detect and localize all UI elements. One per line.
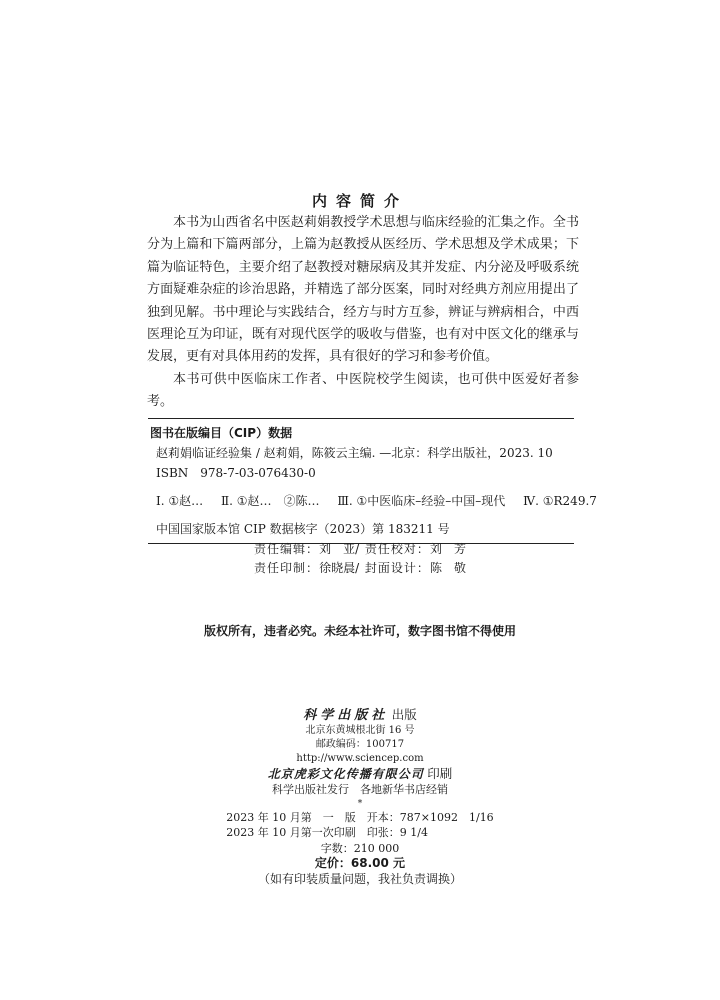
publisher-line: [0, 707, 720, 724]
printer-name: 北京虎彩文化传播有限公司: [267, 766, 424, 781]
website: http://www.sciencep.com: [296, 752, 424, 764]
publisher-address: 北京东黄城根北街 16 号: [305, 724, 415, 736]
edition-stats: [226, 810, 493, 841]
cip-title-line: 赵莉娟临证经验集 / 赵莉娟，陈筱云主编. —北京：科学出版社，2023. 10: [156, 446, 553, 460]
editor-line: [0, 559, 720, 578]
copyright-notice: 版权所有，违者必究。未经本社许可，数字图书馆不得使用: [203, 624, 516, 638]
printing-line: 2023 年 10 月第一次印刷 印张：9 1/4: [226, 826, 428, 839]
cip-class-item: Ⅲ. ①中医临床–经验–中国–现代: [337, 494, 506, 508]
editor-role: 责任编辑：: [254, 542, 320, 556]
proofreader-name: 刘 芳: [429, 542, 466, 556]
editor-name: 刘 亚: [319, 542, 356, 556]
cip-class-item: Ⅱ. ①赵… ②陈…: [220, 494, 320, 508]
price: 定价：68.00 元: [314, 856, 406, 870]
word-count: 字数：210 000: [320, 841, 400, 855]
editor-credits: [0, 540, 720, 578]
editor-line: [0, 540, 720, 559]
summary-paragraph: 本书可供中医临床工作者、中医院校学生阅读，也可供中医爱好者参考。: [147, 371, 579, 410]
cip-record: 中国国家版本馆 CIP 数据核字（2023）第 183211 号: [156, 522, 450, 536]
cover-design-role: / 封面设计：: [355, 561, 430, 575]
publisher-suffix: 出版: [391, 707, 417, 722]
printer-line: [0, 766, 720, 783]
summary-paragraph: 本书为山西省名中医赵莉娟教授学术思想与临床经验的汇集之作。全书分为上篇和下篇两部分，上篇为赵教授从医经历、学术思想及学术成果；下篇为临证特色，主要介绍了赵教授对糖尿病及其并发症、内分泌及呼吸系统方面疑难杂症的诊治思路，并精选了部分医案，同时对经典方剂应用提出了独到见解。书中理论与实践结合，经方与时方互参，辨证与辨病相合，中西医理论互为印证，既有对现代医学的吸收与借鉴，也有对中医文化的继承与发展，更有对具体用药的发挥，具有很好的学习和参考价值。: [147, 215, 579, 365]
quality-notice: （如有印装质量问题，我社负责调换）: [257, 871, 462, 886]
printing-name: 徐晓晨: [319, 561, 356, 575]
cip-class-item: Ⅳ. ①R249.7: [523, 494, 597, 508]
printer-suffix: 印刷: [427, 765, 453, 781]
printing-role: 责任印制：: [254, 561, 320, 575]
cover-design-name: 陈 敬: [429, 561, 466, 575]
cip-isbn: ISBN 978-7-03-076430-0: [156, 466, 316, 480]
cip-heading: 图书在版编目（CIP）数据: [150, 426, 293, 440]
publisher-name: 科学出版社: [303, 708, 389, 723]
separator-star: *: [357, 798, 363, 809]
summary-body: [147, 212, 579, 414]
summary-title: 内容简介: [311, 192, 408, 210]
cip-classification: [156, 491, 597, 511]
imprint-block: [0, 707, 720, 887]
cip-class-item: Ⅰ. ①赵…: [156, 494, 204, 508]
cip-block: [148, 418, 597, 544]
distribution: 科学出版社发行 各地新华书店经销: [272, 783, 448, 796]
edition-line: 2023 年 10 月第 一 版 开本：787×1092 1/16: [226, 810, 494, 824]
postcode: 邮政编码：100717: [315, 738, 405, 750]
proofreader-role: / 责任校对：: [355, 542, 430, 556]
